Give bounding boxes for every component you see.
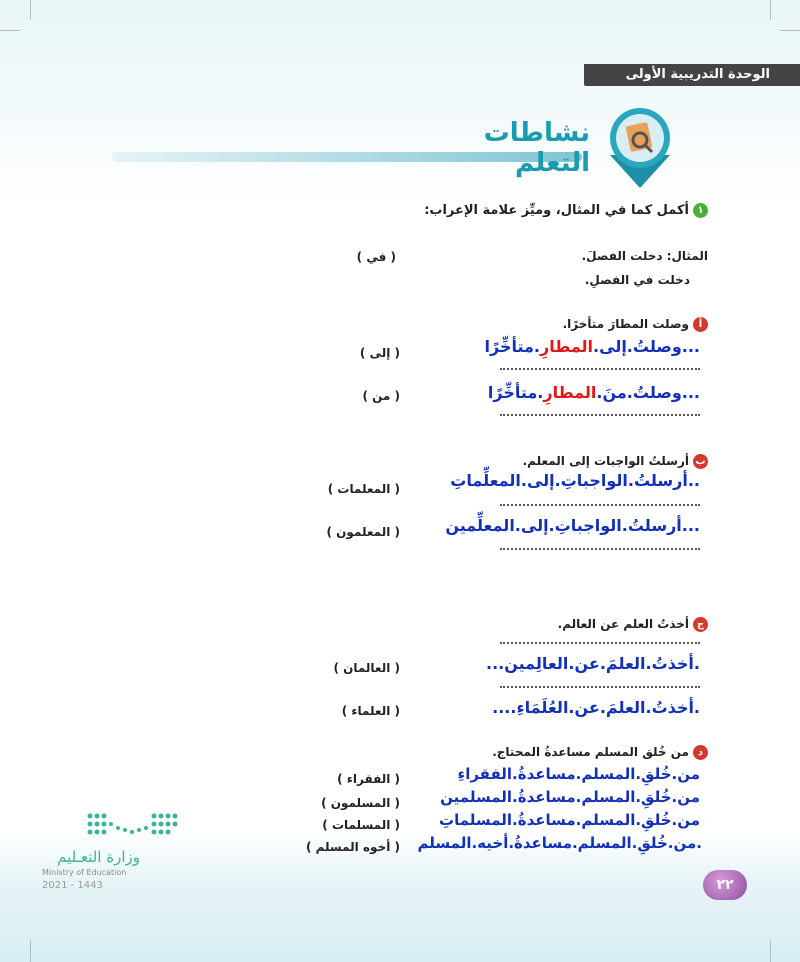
writing-line [500, 546, 700, 550]
item-a-answer-2: ...وصلتُ.منَ.المطارِ.متأخِّرًا [487, 383, 700, 402]
exercise-instruction: ١أكمل كما في المثال، وميِّز علامة الإعراب: [300, 203, 708, 218]
crop-mark [30, 940, 31, 962]
item-d-prompt: دمن خُلق المسلم مساعدةُ المحتاج. [450, 745, 708, 760]
item-d-answer-1: من.خُلقِ.المسلم.مساعدةُ.الفقراءِ [457, 765, 700, 783]
item-d-answer-4: .من.خُلقِ.المسلم.مساعدةُ.أخيه.المسلم [417, 834, 702, 852]
writing-line [500, 412, 700, 416]
ministry-logo-icon [84, 810, 180, 844]
writing-line [500, 640, 700, 644]
section-title: نشاطات التعلم [483, 118, 590, 178]
item-d-hint-3: ( المسلمات ) [322, 818, 400, 832]
example-answer: دخلت في الفصلِ. [584, 273, 690, 287]
item-c-answer-1: .أخذتُ.العلمَ.عن.العالِمين... [485, 654, 700, 673]
item-c-prompt: جأخذتُ العلم عن العالم. [450, 617, 708, 632]
example-label: المثال: دخلت الفصلَ. [581, 249, 708, 263]
ministry-name-ar: وزارة التعـليم [57, 848, 140, 866]
edition-year: 2021 - 1443 [42, 880, 103, 891]
ministry-name-en: Ministry of Education [42, 868, 127, 877]
crop-mark [30, 0, 31, 20]
item-b-hint-2: ( المعلمون ) [326, 525, 400, 539]
crop-mark [770, 940, 771, 962]
item-b-letter: ب [693, 454, 708, 469]
item-b-answer-1: ..أرسلتُ.الواجباتِ.إلى.المعلِّماتِ [450, 471, 700, 490]
item-c-letter: ج [693, 617, 708, 632]
item-a-prompt: أوصلت المطارَ متأخرًا. [450, 317, 708, 332]
item-a-hint-1: ( إلى ) [359, 346, 400, 360]
crop-mark [780, 30, 800, 31]
item-d-hint-1: ( الفقراء ) [337, 772, 400, 786]
header-background [0, 0, 800, 200]
example-hint: ( في ) [356, 250, 396, 264]
item-d-hint-2: ( المسلمون ) [321, 796, 400, 810]
item-d-hint-4: ( أخوه المسلم ) [305, 840, 400, 854]
crop-mark [0, 30, 20, 31]
learning-activities-icon [600, 100, 680, 190]
item-d-letter: د [693, 745, 708, 760]
item-c-hint-1: ( العالمان ) [333, 661, 400, 675]
item-c-answer-2: .أخذتُ.العلمَ.عن.العُلَمَاءِ.... [492, 698, 700, 717]
writing-line [500, 502, 700, 506]
item-a-answer-1: ...وصلتُ.إلى.المطارِ.متأخِّرًا [484, 337, 700, 356]
item-c-hint-2: ( العلماء ) [341, 704, 400, 718]
item-b-prompt: بأرسلتُ الواجبات إلى المعلم. [450, 454, 708, 469]
writing-line [500, 366, 700, 370]
item-b-answer-2: ...أرسلتُ.الواجباتِ.إلى.المعلِّمين [445, 516, 700, 535]
item-a-hint-2: ( من ) [362, 389, 400, 403]
item-a-letter: أ [693, 317, 708, 332]
unit-title: الوحدة التدريبية الأولى [584, 64, 800, 86]
item-b-hint-1: ( المعلمات ) [327, 482, 400, 496]
writing-line [500, 684, 700, 688]
item-d-answer-2: من.خُلقِ.المسلم.مساعدةُ.المسلمين [440, 788, 700, 806]
crop-mark [770, 0, 771, 20]
page-number: ٢٢ [703, 870, 747, 900]
item-d-answer-3: من.خُلقِ.المسلم.مساعدةُ.المسلماتِ [439, 811, 700, 829]
exercise-number: ١ [693, 203, 708, 218]
